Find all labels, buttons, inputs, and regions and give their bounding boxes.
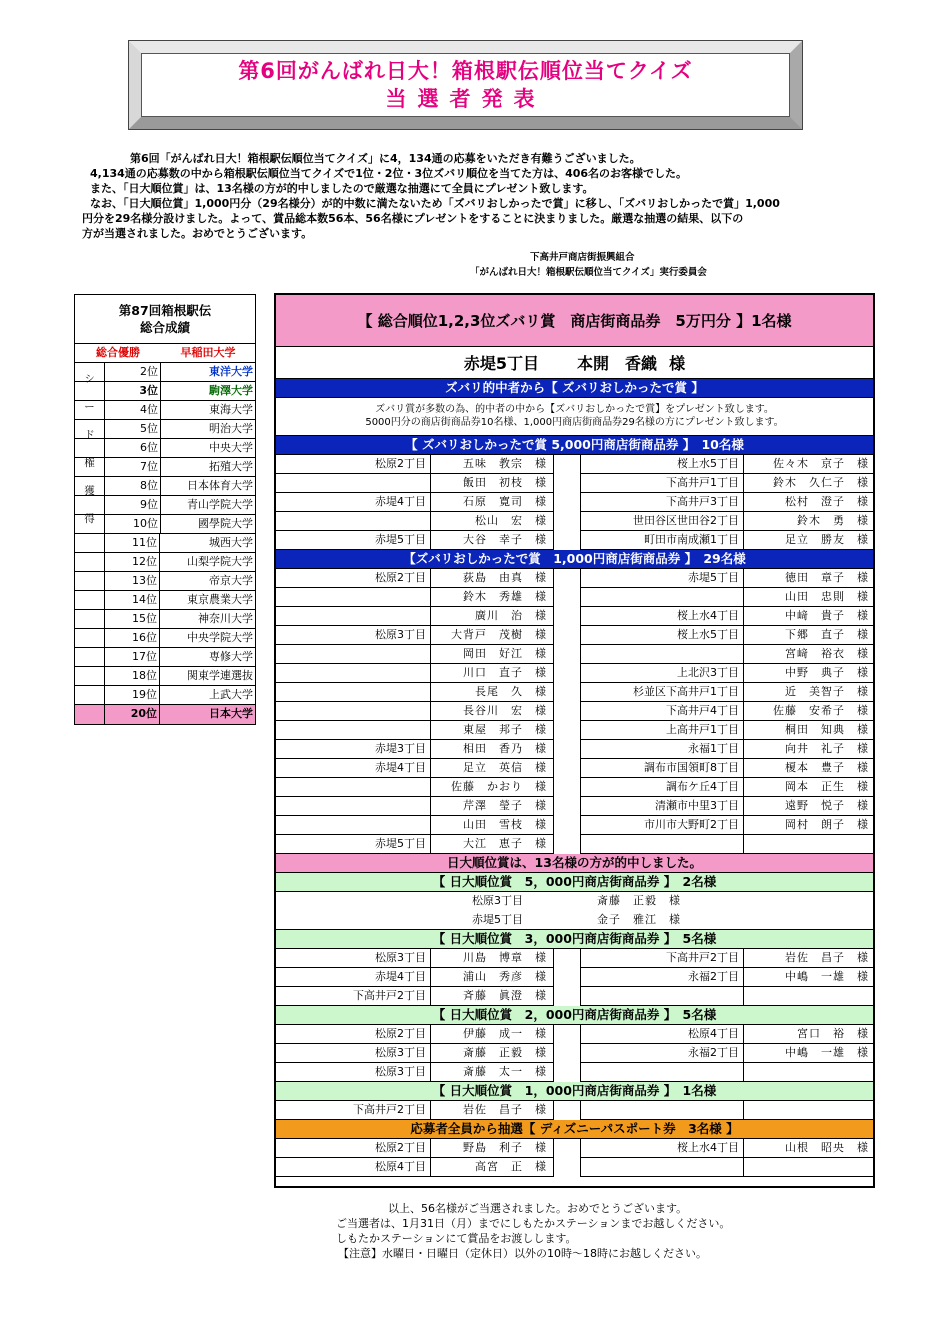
winner-name-left: 足立 英信 様 (431, 759, 554, 778)
ranking-row (75, 629, 255, 648)
ranking-position: 13位 (104, 572, 160, 590)
winner-row (276, 455, 873, 474)
winner-row (276, 1158, 873, 1177)
winner-area-right (581, 645, 744, 664)
ranking-position: 6位 (105, 439, 161, 457)
ranking-university: 駒澤大学 (209, 384, 253, 397)
nichidai-1000-list (276, 1101, 873, 1120)
winner-name-left: 岡田 好江 様 (431, 645, 554, 664)
ranking-side (75, 553, 104, 571)
notice-text (276, 398, 873, 436)
winner-area-right: 調布市国領町8丁目 (581, 759, 744, 778)
ranking-position: 14位 (104, 591, 160, 609)
winner-area-right: 下高井戸1丁目 (581, 474, 744, 493)
winner-area-left: 松原4丁目 (276, 1158, 431, 1177)
winner-area: 赤堤5丁目 (472, 913, 523, 926)
separator (554, 1063, 581, 1082)
winner-area-right: 永福2丁目 (581, 1044, 744, 1063)
separator (554, 816, 581, 835)
intro-line: 方が当選されました。おめでとうございます。 (82, 227, 313, 240)
nichidai-5000-list (276, 892, 873, 930)
winner-area-left (276, 588, 431, 607)
ranking-side (75, 572, 104, 590)
page-title: 第6回がんばれ日大！箱根駅伝順位当てクイズ (238, 59, 693, 83)
winner-name-right: 佐々木 京子 様 (744, 455, 873, 474)
winner-row (276, 588, 873, 607)
ranking-table (74, 294, 256, 725)
winner-area-left: 下高井戸2丁目 (276, 987, 431, 1006)
winner-name-left: 大背戸 茂樹 様 (431, 626, 554, 645)
ranking-university: 國學院大学 (198, 517, 253, 530)
winner-area-right: 調布ケ丘4丁目 (581, 778, 744, 797)
winner-area-left: 松原2丁目 (276, 455, 431, 474)
section-header: ズバリ的中者から【 ズバリおしかったで賞 】 (276, 379, 873, 398)
winner-name-right: 鈴木 久仁子 様 (744, 474, 873, 493)
winner-area-left: 松原2丁目 (276, 569, 431, 588)
winner-area-left (276, 645, 431, 664)
ranking-row (75, 667, 255, 686)
winner-area-left (276, 512, 431, 531)
ranking-university: 上武大学 (209, 688, 253, 701)
intro-line: なお、「日大順位賞」1,000円分（29名様分）が的中数に満たないため「ズバリおしかったで賞」に移し、「ズバリおしかったで賞」1,000 (90, 197, 780, 210)
winner-area-left: 赤堤3丁目 (276, 740, 431, 759)
ranking-university: 神奈川大学 (198, 612, 253, 625)
ranking-university: 拓殖大学 (209, 460, 253, 473)
winner-area-left (276, 607, 431, 626)
separator (554, 1101, 581, 1120)
winner-area-right (581, 835, 744, 854)
ranking-position: 8位 (105, 477, 161, 495)
ranking-row (75, 572, 255, 591)
separator (554, 531, 581, 550)
ranking-row (75, 705, 255, 724)
winner-area-left: 赤堤5丁目 (276, 531, 431, 550)
seed-char: 得 (84, 512, 95, 525)
footer-line: 以上、56名様がご当選されました。おめでとうございます。 (388, 1202, 688, 1215)
winner-area-right (581, 588, 744, 607)
ranking-university: 中央大学 (209, 441, 253, 454)
winner-row (276, 626, 873, 645)
ranking-position: 11位 (104, 534, 160, 552)
ranking-position: 17位 (104, 648, 160, 666)
winner-area-left: 松原2丁目 (276, 1025, 431, 1044)
ranking-university: 専修大学 (209, 650, 253, 663)
winner-row (276, 702, 873, 721)
winner-name-right: 宮口 裕 様 (744, 1025, 873, 1044)
intro-line: 円分を29名様分設けました。よって、賞品総本数56本、56名様にプレゼントをすることに決まりました。厳選な抽選の結果、以下の (82, 212, 744, 225)
separator (554, 1025, 581, 1044)
winner-row (276, 778, 873, 797)
winner-area-right: 永福1丁目 (581, 740, 744, 759)
winner-name-right: 中﨑 貴子 様 (744, 607, 873, 626)
notice-line: 5000円分の商店街商品券10名様、1,000円商店街商品券29名様の方にプレゼント致します。 (365, 417, 784, 428)
winner-row (276, 1044, 873, 1063)
grand-prize-name: 本開 香織 (577, 354, 658, 373)
nichidai-2000-list (276, 1025, 873, 1082)
ranking-header (75, 295, 255, 344)
footer-line: 【注意】水曜日・日曜日（定休日）以外の10時～18時にお越しください。 (338, 1247, 707, 1260)
winner-area-right: 市川市大野町2丁目 (581, 816, 744, 835)
winner-area-right (581, 1063, 744, 1082)
grand-prize-banner: 【 総合順位1,2,3位ズバリ賞 商店街商品券 5万円分 】1名様 (276, 295, 873, 347)
winner-name-left: 松山 宏 様 (431, 512, 554, 531)
organizer-line: 下高井戸商店街振興組合 (530, 252, 635, 263)
separator (554, 1044, 581, 1063)
ranking-position: 4位 (105, 401, 161, 419)
winner-name-right: 岩佐 昌子 様 (744, 949, 873, 968)
winner-area-right (581, 1101, 744, 1120)
ranking-position: 18位 (104, 667, 160, 685)
winner-area-left (276, 778, 431, 797)
winner-row (276, 645, 873, 664)
winner-area-left (276, 721, 431, 740)
separator (554, 949, 581, 968)
separator (554, 569, 581, 588)
winner-name-left: 東屋 邦子 様 (431, 721, 554, 740)
ranking-title: 第87回箱根駅伝 (118, 303, 212, 318)
winner-row (276, 531, 873, 550)
winner-name-left: 長谷川 宏 様 (431, 702, 554, 721)
winner-row (276, 949, 873, 968)
winner-name-right: 岡本 正生 様 (744, 778, 873, 797)
ranking-row (75, 591, 255, 610)
winner-name-right: 山田 忠則 様 (744, 588, 873, 607)
ranking-side (75, 629, 104, 647)
separator (554, 702, 581, 721)
winner-area-left (276, 797, 431, 816)
ranking-position: 16位 (104, 629, 160, 647)
separator (554, 455, 581, 474)
winner-area-left: 赤堤4丁目 (276, 759, 431, 778)
winner-name-left: 伊藤 成一 様 (431, 1025, 554, 1044)
winner-area-left (276, 683, 431, 702)
winner-name-left: 斎藤 太一 様 (431, 1063, 554, 1082)
winner-area-left: 松原3丁目 (276, 1063, 431, 1082)
separator (554, 626, 581, 645)
winner-row (276, 816, 873, 835)
winner-area-left: 松原2丁目 (276, 1139, 431, 1158)
winner-row (276, 721, 873, 740)
winner-name-left: 斉藤 眞澄 様 (431, 987, 554, 1006)
separator (554, 664, 581, 683)
winner-name-right: 遠野 悦子 様 (744, 797, 873, 816)
footer-line: ご当選者は、1月31日（月）までにしもたかステーションまでお越しください。 (336, 1217, 731, 1230)
seed-char: 権 (84, 456, 95, 469)
winner-name-left: 大谷 幸子 様 (431, 531, 554, 550)
separator (554, 474, 581, 493)
ranking-row (75, 553, 255, 572)
ranking-position: 20位 (104, 705, 160, 724)
winner-area-right: 下高井戸3丁目 (581, 493, 744, 512)
ranking-side (75, 534, 104, 552)
winner-row (276, 759, 873, 778)
winner-row (276, 474, 873, 493)
intro-line: 第6回「がんばれ日大！箱根駅伝順位当てクイズ」に4，134通の応募をいただき有難うございました。 (130, 152, 641, 165)
separator (554, 740, 581, 759)
winner-row (276, 1101, 873, 1120)
winner-name-left: 芹澤 瑩子 様 (431, 797, 554, 816)
winner-name-left: 川島 博章 様 (431, 949, 554, 968)
winner-name-right: 向井 礼子 様 (744, 740, 873, 759)
winner-name: 斎藤 正毅 様 (597, 894, 681, 907)
ranking-row (75, 534, 255, 553)
intro-text (82, 151, 872, 241)
winner-name-right (744, 1101, 873, 1120)
winner-row (276, 1063, 873, 1082)
winner-area-left (276, 474, 431, 493)
winner-area-right: 町田市南成瀬1丁目 (581, 531, 744, 550)
winner-name-right: 中嶋 一雄 様 (744, 968, 873, 987)
ranking-university: 関東学連選抜 (187, 669, 253, 682)
winner-area-right: 桜上水4丁目 (581, 607, 744, 626)
winner-area-right (581, 1158, 744, 1177)
prize-table (274, 293, 875, 1188)
ranking-university: 東洋大学 (209, 365, 253, 378)
grand-prize-sama: 様 (669, 354, 686, 373)
winner-area-right: 桜上水5丁目 (581, 626, 744, 645)
winner-name-right: 近 美智子 様 (744, 683, 873, 702)
intro-line: 4,134通の応募数の中から箱根駅伝順位当てクイズで1位・2位・3位ズバリ順位を当てた方は、406名のお客様でした。 (90, 167, 688, 180)
winner-name-left: 鈴木 秀雄 様 (431, 588, 554, 607)
separator (554, 778, 581, 797)
winner-area-left (276, 702, 431, 721)
winner-area-left: 赤堤4丁目 (276, 968, 431, 987)
ranking-side (75, 591, 104, 609)
winner-row (276, 683, 873, 702)
winner-list-5000 (276, 455, 873, 550)
ranking-position: 7位 (105, 458, 161, 476)
winner-name-left: 佐藤 かおり 様 (431, 778, 554, 797)
winner-area-right: 桜上水5丁目 (581, 455, 744, 474)
ranking-side (75, 705, 104, 724)
winner-area-left: 松原3丁目 (276, 626, 431, 645)
footer-text (308, 1201, 730, 1261)
ranking-position: 19位 (104, 686, 160, 704)
section-header: 応募者全員から抽選【 ディズニーパスポート券 3名様 】 (276, 1120, 873, 1139)
winner-area-right: 下高井戸2丁目 (581, 949, 744, 968)
seed-char: ド (84, 429, 95, 442)
title-box (128, 40, 803, 130)
disney-list (276, 1139, 873, 1177)
winner-row (276, 512, 873, 531)
winner-name-right: 下郷 直子 様 (744, 626, 873, 645)
winner-name-left: 浦山 秀彦 様 (431, 968, 554, 987)
winner-row (276, 987, 873, 1006)
separator (554, 607, 581, 626)
section-header: 【ズバリおしかったで賞 1,000円商店街商品券 】 29名様 (276, 550, 873, 569)
winner-row (276, 911, 873, 930)
seed-char: 獲 (84, 484, 95, 497)
separator (554, 1139, 581, 1158)
winner-area-right: 桜上水4丁目 (581, 1139, 744, 1158)
separator (554, 683, 581, 702)
winner-area-right: 清瀬市中里3丁目 (581, 797, 744, 816)
grand-prize-area: 赤堤5丁目 (463, 354, 540, 373)
winner-area-left: 松原3丁目 (276, 949, 431, 968)
separator (554, 645, 581, 664)
winner-name-right: 中嶋 一雄 様 (744, 1044, 873, 1063)
winner-name-left: 大江 恵子 様 (431, 835, 554, 854)
winner-name-left: 山田 雪枝 様 (431, 816, 554, 835)
winner-name-left: 岩佐 昌子 様 (431, 1101, 554, 1120)
section-header: 【 日大順位賞 2，000円商店街商品券 】 5名様 (276, 1006, 873, 1025)
winner-row (276, 740, 873, 759)
winner-area: 松原3丁目 (472, 894, 523, 907)
winner-row (276, 1025, 873, 1044)
winner-area-right: 永福2丁目 (581, 968, 744, 987)
winner-row (276, 797, 873, 816)
ranking-university: 山梨学院大学 (187, 555, 253, 568)
winner-area-left: 下高井戸2丁目 (276, 1101, 431, 1120)
separator (554, 968, 581, 987)
organizer-line: 「がんばれ日大！箱根駅伝順位当てクイズ」実行委員会 (470, 267, 707, 278)
winner-row (276, 892, 873, 911)
organizer (430, 250, 790, 280)
winner-area-right: 上高井戸1丁目 (581, 721, 744, 740)
winner-list-1000 (276, 569, 873, 854)
winner-area-left: 松原3丁目 (276, 1044, 431, 1063)
winner-area-right (581, 987, 744, 1006)
winner-name-left: 高宮 正 様 (431, 1158, 554, 1177)
ranking-university: 東京農業大学 (187, 593, 253, 606)
winner-name-right (744, 987, 873, 1006)
section-header: 【 ズバリおしかったで賞 5,000円商店街商品券 】 10名様 (276, 436, 873, 455)
ranking-position: 9位 (105, 496, 161, 514)
winner-row (276, 664, 873, 683)
nichidai-3000-list (276, 949, 873, 1006)
winner-name-right: 松村 澄子 様 (744, 493, 873, 512)
ranking-position: 2位 (105, 363, 161, 381)
ranking-university: 日本体育大学 (187, 479, 253, 492)
winner-name-left: 五味 教宗 様 (431, 455, 554, 474)
winner-name-left: 廣川 治 様 (431, 607, 554, 626)
winner-name-left: 野島 利子 様 (431, 1139, 554, 1158)
winner-name-left: 相田 香乃 様 (431, 740, 554, 759)
winner-name-right (744, 1158, 873, 1177)
winner-name-right: 山根 昭央 様 (744, 1139, 873, 1158)
ranking-position: 10位 (105, 515, 161, 533)
notice-line: ズバリ賞が多数の為、的中者の中から【ズバリおしかったで賞】をプレゼント致します。 (375, 404, 774, 415)
ranking-university: 青山学院大学 (187, 498, 253, 511)
winner-area-right: 杉並区下高井戸1丁目 (581, 683, 744, 702)
separator (554, 588, 581, 607)
winner-name-left: 石原 寛司 様 (431, 493, 554, 512)
winner-name: 金子 雅江 様 (597, 913, 681, 926)
winner-row (276, 835, 873, 854)
separator (554, 512, 581, 531)
intro-line: また、「日大順位賞」は、13名様の方が的中しましたので厳選な抽選にて全員にプレゼント致します。 (90, 182, 594, 195)
ranking-position: 12位 (104, 553, 160, 571)
winner-name-right: 佐藤 安希子 様 (744, 702, 873, 721)
section-header: 【 日大順位賞 5，000円商店街商品券 】 2名様 (276, 873, 873, 892)
ranking-position: 3位 (105, 382, 161, 400)
winner-area-left: 赤堤4丁目 (276, 493, 431, 512)
seed-char: シ (84, 373, 95, 386)
winner-name-right: 宮﨑 裕衣 様 (744, 645, 873, 664)
separator (554, 835, 581, 854)
winner-area-left: 赤堤5丁目 (276, 835, 431, 854)
winner-name-left: 荻島 由真 様 (431, 569, 554, 588)
winner-name-left: 飯田 初枝 様 (431, 474, 554, 493)
winner-label: 総合優勝 (96, 346, 140, 359)
winner-name-left: 長尾 久 様 (431, 683, 554, 702)
seed-char: ー (84, 401, 95, 414)
ranking-side (75, 667, 104, 685)
page-subtitle: 当選者発表 (385, 87, 546, 111)
section-header: 【 日大順位賞 1，000円商店街商品券 】 1名様 (276, 1082, 873, 1101)
ranking-university: 日本大学 (209, 707, 253, 720)
ranking-row (75, 686, 255, 705)
winner-row (276, 493, 873, 512)
separator (554, 759, 581, 778)
ranking-university: 明治大学 (209, 422, 253, 435)
winner-name-right: 榎本 豊子 様 (744, 759, 873, 778)
ranking-row (75, 610, 255, 629)
winner-area-left (276, 664, 431, 683)
winner-area-right: 下高井戸4丁目 (581, 702, 744, 721)
ranking-university: 城西大学 (209, 536, 253, 549)
winner-name-right: 中野 典子 様 (744, 664, 873, 683)
winner-name-right: 岡村 朗子 様 (744, 816, 873, 835)
winner-name-right (744, 1063, 873, 1082)
winner-row (276, 1139, 873, 1158)
winner-area-right: 世田谷区世田谷2丁目 (581, 512, 744, 531)
separator (554, 797, 581, 816)
winner-area-right: 赤堤5丁目 (581, 569, 744, 588)
seed-label (75, 363, 105, 534)
ranking-position: 15位 (104, 610, 160, 628)
section-header: 【 日大順位賞 3，000円商店街商品券 】 5名様 (276, 930, 873, 949)
ranking-body (75, 363, 255, 724)
winner-area-right: 上北沢3丁目 (581, 664, 744, 683)
ranking-position: 5位 (105, 420, 161, 438)
winner-name-right: 足立 勝友 様 (744, 531, 873, 550)
separator (554, 493, 581, 512)
winner-name-left: 川口 直子 様 (431, 664, 554, 683)
winner-area-right: 松原4丁目 (581, 1025, 744, 1044)
winner-name-right: 鈴木 勇 様 (744, 512, 873, 531)
winner-name-right (744, 835, 873, 854)
winner-university: 早稲田大学 (180, 346, 236, 359)
ranking-side (75, 686, 104, 704)
ranking-side (75, 648, 104, 666)
winner-row (276, 569, 873, 588)
winner-row (276, 968, 873, 987)
winner-name-left: 斎藤 正毅 様 (431, 1044, 554, 1063)
footer-line: しもたかステーションにて賞品をお渡しします。 (336, 1232, 577, 1245)
ranking-subtitle: 総合成績 (139, 320, 190, 335)
grand-prize-winner (276, 347, 873, 379)
winner-row (276, 607, 873, 626)
winner-name-right: 徳田 章子 様 (744, 569, 873, 588)
winner-name-right: 桐田 知典 様 (744, 721, 873, 740)
ranking-university: 帝京大学 (209, 574, 253, 587)
ranking-university: 中央学院大学 (187, 631, 253, 644)
winner-area-left (276, 816, 431, 835)
ranking-side (75, 610, 104, 628)
ranking-row (75, 648, 255, 667)
ranking-university: 東海大学 (209, 403, 253, 416)
separator (554, 721, 581, 740)
separator (554, 1158, 581, 1177)
ranking-winner-row (75, 344, 255, 363)
section-header: 日大順位賞は、13名様の方が的中しました。 (276, 854, 873, 873)
separator (554, 987, 581, 1006)
